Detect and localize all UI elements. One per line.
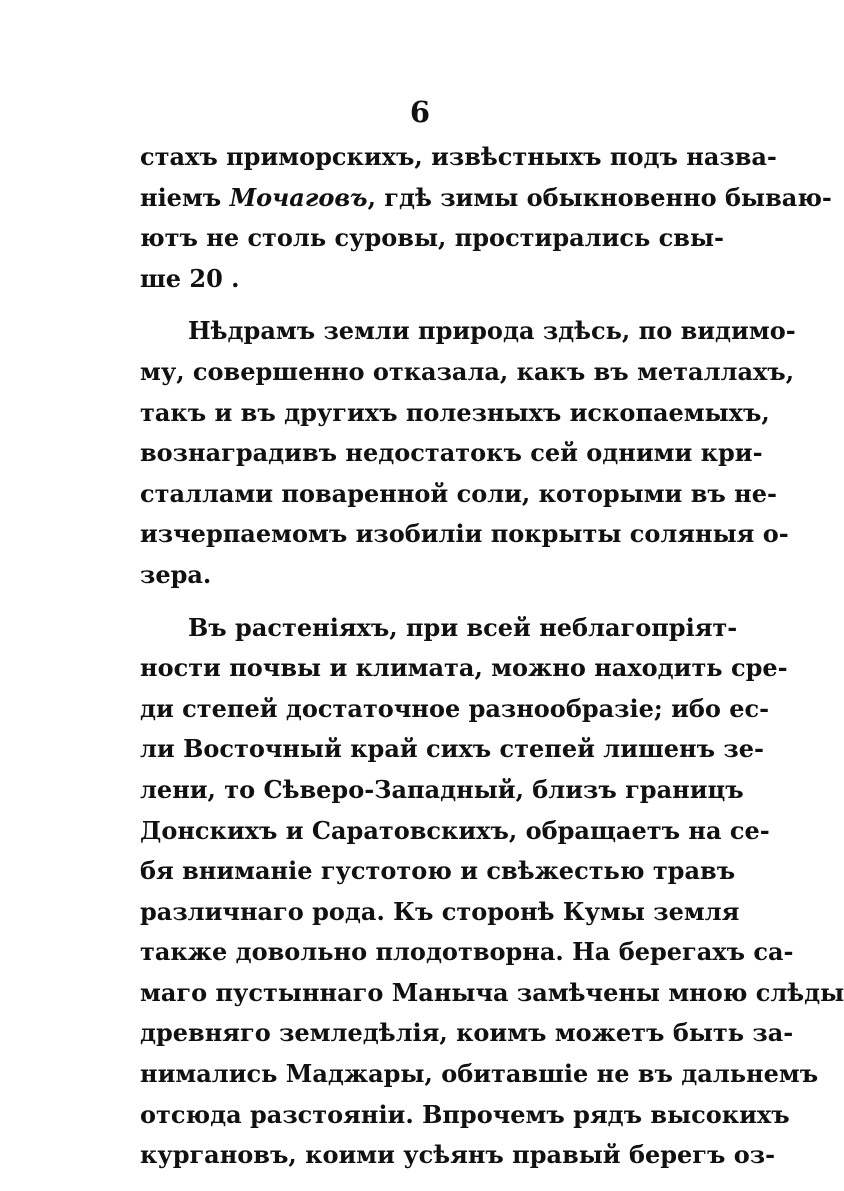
paragraph-gap bbox=[140, 596, 696, 608]
text-line bbox=[140, 892, 740, 933]
line-text: ли Восточный край сихъ степей лишенъ зе- bbox=[140, 734, 764, 764]
line-text: му, совершенно отказала, какъ въ металлахъ, bbox=[140, 356, 795, 386]
text-line bbox=[140, 178, 832, 219]
line-text: также довольно плодотворна. На берегахъ са- bbox=[140, 937, 794, 967]
line-text: сталлами поваренной соли, которыми въ не- bbox=[140, 478, 777, 508]
text-line bbox=[140, 514, 789, 555]
text-line bbox=[140, 932, 794, 973]
text-line bbox=[140, 311, 796, 352]
body-text bbox=[140, 137, 844, 1176]
line-text: такъ и въ другихъ полезныхъ ископаемыхъ, bbox=[140, 397, 770, 427]
text-line bbox=[140, 1054, 819, 1095]
text-line bbox=[140, 137, 777, 178]
text-line bbox=[140, 352, 795, 393]
paragraph-1 bbox=[140, 137, 832, 299]
paragraph-gap bbox=[140, 299, 696, 311]
text-line bbox=[140, 770, 744, 811]
line-text: ности почвы и климата, можно находить сре- bbox=[140, 653, 788, 683]
text-line bbox=[140, 433, 763, 474]
line-text: Донскихъ и Саратовскихъ, обращаетъ на се- bbox=[140, 815, 770, 845]
line-text: Въ растеніяхъ, при всей неблагопріят- bbox=[188, 612, 738, 642]
line-text: Нѣдрамъ земли природа здѣсь, по видимо- bbox=[188, 316, 796, 346]
line-text: ніемъ Мочаговъ, гдѣ зимы обыкновенно бываю- bbox=[140, 182, 832, 212]
line-text: стахъ приморскихъ, извѣстныхъ подъ назва- bbox=[140, 142, 777, 171]
text-line bbox=[140, 811, 770, 852]
line-text: ютъ не столь суровы, простирались свы- bbox=[140, 223, 724, 253]
line-text: изчерпаемомъ изобиліи покрыты соляныя о- bbox=[140, 519, 789, 549]
line-text: бя вниманіе густотою и свѣжестью травъ bbox=[140, 856, 736, 886]
line-text: древняго земледѣлія, коимъ можетъ быть за- bbox=[140, 1018, 794, 1048]
line-text: зера. bbox=[140, 559, 212, 589]
text-line bbox=[140, 851, 736, 892]
text-line bbox=[140, 729, 764, 770]
text-line bbox=[140, 648, 788, 689]
text-line bbox=[140, 1095, 790, 1136]
text-line bbox=[140, 259, 696, 300]
text-line bbox=[140, 608, 738, 649]
text-line bbox=[140, 218, 724, 259]
italic-place-name: Мочаговъ bbox=[229, 182, 368, 212]
text-line bbox=[140, 555, 696, 596]
page-number: 6 bbox=[409, 95, 431, 129]
text-line bbox=[140, 689, 770, 730]
line-text: ди степей достаточное разнообразіе; ибо ес- bbox=[140, 693, 770, 723]
paragraph-2 bbox=[140, 311, 796, 595]
text-line bbox=[140, 1135, 776, 1176]
text-line bbox=[140, 1013, 794, 1054]
text-line bbox=[140, 393, 770, 434]
line-text: лени, то Сѣверо-Западный, близъ границъ bbox=[140, 774, 744, 804]
line-text: нимались Маджары, обитавшіе не въ дальнемъ bbox=[140, 1059, 819, 1089]
line-text: маго пустыннаго Маныча замѣчены мною слѣды bbox=[140, 977, 844, 1007]
line-text: отсюда разстояніи. Впрочемъ рядъ высокихъ bbox=[140, 1099, 790, 1129]
paragraph-3 bbox=[140, 608, 844, 1176]
line-text: различнаго рода. Къ сторонѣ Кумы земля bbox=[140, 896, 740, 926]
text-line bbox=[140, 474, 777, 515]
text-line bbox=[140, 973, 844, 1014]
line-text: ше 20 . bbox=[140, 263, 240, 293]
line-text: вознаградивъ недостатокъ сей одними кри- bbox=[140, 438, 763, 468]
line-text: кургановъ, коими усѣянъ правый берегъ оз- bbox=[140, 1140, 776, 1170]
